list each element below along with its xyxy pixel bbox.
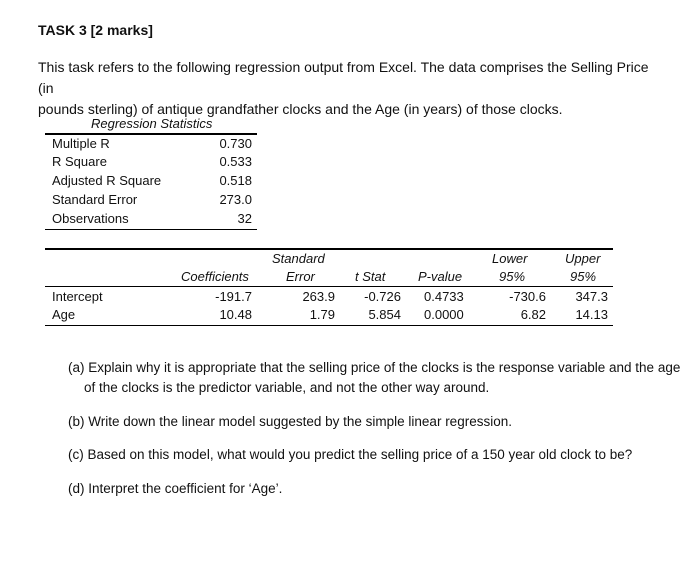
task-intro-line-1: This task refers to the following regression output from Excel. The data comprises the Selling Price (in <box>38 59 649 96</box>
stats-row-label: Standard Error <box>52 192 138 207</box>
se-value: 1.79 <box>309 307 335 322</box>
stats-row-value: 273.0 <box>219 192 252 207</box>
question-d: (d) Interpret the coefficient for ‘Age’. <box>68 481 283 496</box>
t-stat-value: 5.854 <box>368 307 401 322</box>
p-value: 0.4733 <box>424 289 464 304</box>
stats-row-value: 0.533 <box>219 154 252 169</box>
coef-row-label: Age <box>52 307 76 322</box>
stats-table-bottom-rule <box>45 229 257 230</box>
task-title: TASK 3 [2 marks] <box>38 22 153 38</box>
header-p-value: P-value <box>418 269 463 284</box>
stats-row-value: 0.518 <box>219 173 252 188</box>
stats-row-value: 0.730 <box>219 136 252 151</box>
lower-95-value: -730.6 <box>509 289 546 304</box>
coef-value: -191.7 <box>215 289 252 304</box>
se-value: 263.9 <box>302 289 335 304</box>
upper-95-value: 347.3 <box>575 289 608 304</box>
coef-table-bottom-rule <box>45 325 613 326</box>
header-upper: Upper <box>565 251 601 266</box>
question-a-line-2: of the clocks is the predictor variable, and not the other way around. <box>84 380 490 395</box>
header-lower: Lower <box>492 251 528 266</box>
coef-value: 10.48 <box>219 307 252 322</box>
t-stat-value: -0.726 <box>364 289 401 304</box>
coef-row-label: Intercept <box>52 289 103 304</box>
stats-row-label: Observations <box>52 211 129 226</box>
stats-row-label: R Square <box>52 154 107 169</box>
header-coefficients: Coefficients <box>181 269 249 284</box>
header-standard: Standard <box>272 251 325 266</box>
question-a <box>68 358 688 398</box>
header-lower-95: 95% <box>499 269 526 284</box>
stats-row-value: 32 <box>237 211 252 226</box>
stats-row-label: Multiple R <box>52 136 110 151</box>
header-t-stat: t Stat <box>355 269 386 284</box>
upper-95-value: 14.13 <box>575 307 608 322</box>
task-intro <box>38 57 668 120</box>
coef-table-header-rule <box>45 286 613 287</box>
lower-95-value: 6.82 <box>520 307 546 322</box>
question-a-line-1: (a) Explain why it is appropriate that the selling price of the clocks is the response variable and the age <box>68 360 681 375</box>
question-b: (b) Write down the linear model suggested by the simple linear regression. <box>68 414 512 429</box>
question-c: (c) Based on this model, what would you predict the selling price of a 150 year old clock to be? <box>68 447 633 462</box>
p-value: 0.0000 <box>424 307 464 322</box>
coef-table-top-rule <box>45 248 613 250</box>
header-upper-95: 95% <box>570 269 597 284</box>
stats-table-header: Regression Statistics <box>91 116 213 131</box>
task-intro-line-2: pounds sterling) of antique grandfather clocks and the Age (in years) of those clocks. <box>38 101 563 117</box>
header-error: Error <box>286 269 315 284</box>
stats-table-header-rule <box>45 133 257 135</box>
stats-row-label: Adjusted R Square <box>52 173 162 188</box>
